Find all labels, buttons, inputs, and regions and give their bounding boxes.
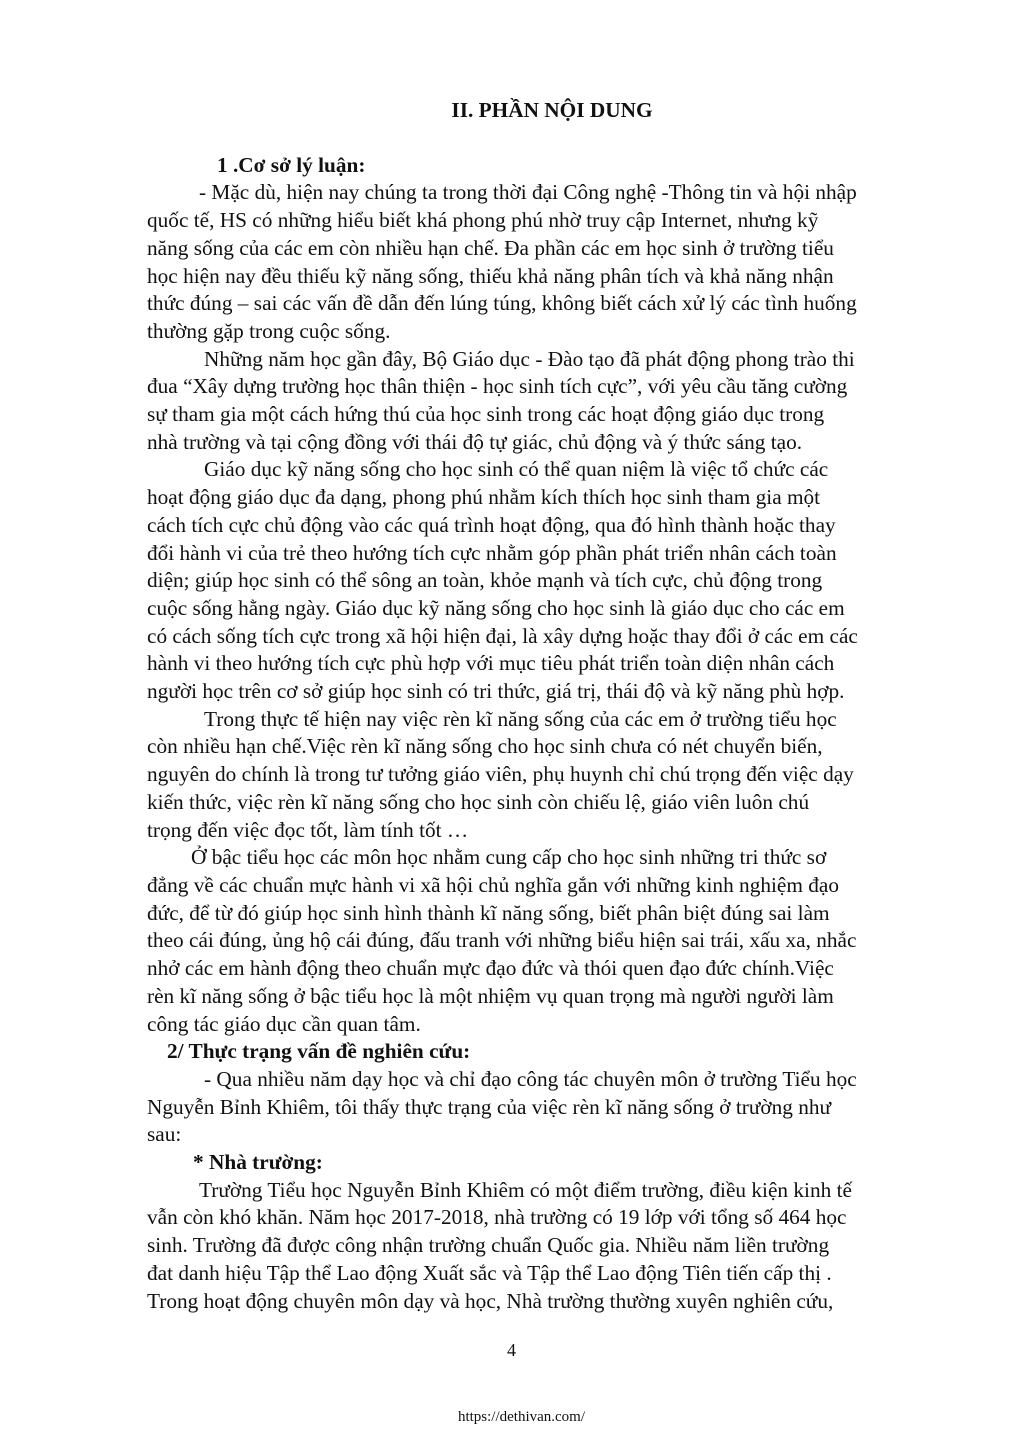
text-line: Trong hoạt động chuyên môn dạy và học, Nhà trường thường xuyên nghiên cứu,	[147, 1288, 834, 1313]
document-body	[147, 97, 937, 1315]
text-line: đẳng về các chuẩn mực hành vi xã hội chủ nghĩa gắn với những kinh nghiệm đạo	[147, 872, 840, 897]
subsection-body	[147, 1177, 937, 1316]
text-line: Ở bậc tiểu học các môn học nhằm cung cấp cho học sinh những tri thức sơ	[191, 845, 827, 870]
section-1-body	[147, 179, 937, 1038]
paragraph	[147, 1177, 937, 1316]
text-line: có cách sống tích cực trong xã hội hiện đại, là xây dựng hoặc thay đổi ở các em các	[147, 623, 858, 648]
text-line: đua “Xây dựng trường học thân thiện - học sinh tích cực”, với yêu cầu tăng cường	[147, 374, 848, 399]
text-line: thức đúng – sai các vấn đề dẫn đến lúng túng, không biết cách xử lý các tình huống	[147, 291, 857, 316]
text-line: đổi hành vi của trẻ theo hướng tích cực nhằm góp phần phát triển nhân cách toàn	[147, 540, 837, 565]
text-line: kiến thức, việc rèn kĩ năng sống cho học sinh còn chiếu lệ, giáo viên luôn chú	[147, 789, 810, 814]
text-line: công tác giáo dục cần quan tâm.	[147, 1011, 421, 1036]
text-line: còn nhiều hạn chế.Việc rèn kĩ năng sống cho học sinh chưa có nét chuyển biến,	[147, 734, 823, 759]
text-line: sau:	[147, 1122, 182, 1147]
text-line: đức, để từ đó giúp học sinh hình thành kĩ năng sống, biết phân biệt đúng sai làm	[147, 900, 830, 925]
text-line: nhở các em hành động theo chuẩn mực đạo đức và thói quen đạo đức chính.Việc	[147, 956, 834, 981]
text-line: rèn kĩ năng sống ở bậc tiểu học là một nhiệm vụ quan trọng mà người người làm	[147, 983, 834, 1008]
text-line: - Qua nhiều năm dạy học và chỉ đạo công tác chuyên môn ở trường Tiểu học	[204, 1066, 857, 1091]
text-line: hoạt động giáo dục đa dạng, phong phú nhằm kích thích học sinh tham gia một	[147, 485, 821, 510]
text-line: đat danh hiệu Tập thể Lao động Xuất sắc và Tập thể Lao động Tiên tiến cấp thị .	[147, 1260, 832, 1285]
text-line: nguyên do chính là trong tư tưởng giáo viên, phụ huynh chỉ chú trọng đến việc dạy	[147, 762, 854, 787]
text-line: sinh. Trường đã được công nhận trường chuẩn Quốc gia. Nhiều năm liền trường	[147, 1233, 830, 1258]
paragraph	[147, 844, 937, 1038]
text-line: thường gặp trong cuộc sống.	[147, 318, 391, 343]
text-line: Giáo dục kỹ năng sống cho học sinh có thể quan niệm là việc tổ chức các	[204, 457, 829, 482]
text-line: theo cái đúng, ủng hộ cái đúng, đấu tranh với những biểu hiện sai trái, xấu xa, nhắc	[147, 928, 857, 953]
text-line: Trường Tiểu học Nguyễn Bỉnh Khiêm có một điểm trường, điều kiện kinh tế	[199, 1177, 852, 1202]
text-line: vẫn còn khó khăn. Năm học 2017-2018, nhà trường có 19 lớp với tổng số 464 học	[147, 1205, 847, 1230]
section-1-heading: 1 .Cơ sở lý luận:	[217, 152, 366, 177]
section-2-body	[147, 1066, 937, 1149]
text-line: cách tích cực chủ động vào các quá trình hoạt động, qua đó hình thành hoặc thay	[147, 512, 836, 537]
text-line: hành vi theo hướng tích cực phù hợp với mục tiêu phát triển toàn diện nhân cách	[147, 651, 835, 676]
paragraph	[147, 706, 937, 845]
text-line: quốc tế, HS có những hiểu biết khá phong phú nhờ truy cập Internet, nhưng kỹ	[147, 208, 819, 233]
text-line: năng sống của các em còn nhiều hạn chế. Đa phần các em học sinh ở trường tiểu	[147, 235, 834, 260]
text-line: học hiện nay đều thiếu kỹ năng sống, thiếu khả năng phân tích và khả năng nhận	[147, 263, 834, 288]
text-line: trọng đến việc đọc tốt, làm tính tốt …	[147, 817, 469, 842]
paragraph	[147, 1066, 937, 1149]
text-line: Những năm học gần đây, Bộ Giáo dục - Đào tạo đã phát động phong trào thi	[204, 346, 855, 371]
text-line: Trong thực tế hiện nay việc rèn kĩ năng sống của các em ở trường tiểu học	[204, 706, 837, 731]
text-line: cuộc sống hằng ngày. Giáo dục kỹ năng sống cho học sinh là giáo dục cho các em	[147, 595, 845, 620]
text-line: - Mặc dù, hiện nay chúng ta trong thời đại Công nghệ -Thông tin và hội nhập	[199, 180, 857, 205]
paragraph	[147, 346, 937, 457]
page-title: II. PHẦN NỘI DUNG	[451, 98, 653, 122]
paragraph	[147, 456, 937, 705]
section-2-heading: 2/ Thực trạng vấn đề nghiên cứu:	[167, 1039, 471, 1064]
text-line: Nguyễn Bỉnh Khiêm, tôi thấy thực trạng của việc rèn kĩ năng sống ở trường như	[147, 1094, 832, 1119]
text-line: người học trên cơ sở giúp học sinh có tri thức, giá trị, thái độ và kỹ năng phù hợp.	[147, 679, 845, 704]
text-line: diện; giúp học sinh có thể sông an toàn, khỏe mạnh và tích cực, chủ động trong	[147, 568, 823, 593]
subsection-heading: * Nhà trường:	[193, 1150, 323, 1175]
text-line: sự tham gia một cách hứng thú của học sinh trong các hoạt động giáo dục trong	[147, 402, 825, 427]
paragraph	[147, 179, 937, 345]
text-line: nhà trường và tại cộng đồng với thái độ tự giác, chủ động và ý thức sáng tạo.	[147, 429, 803, 454]
footer-url[interactable]: https://dethivan.com/	[457, 1409, 586, 1425]
page-number: 4	[507, 1340, 516, 1360]
